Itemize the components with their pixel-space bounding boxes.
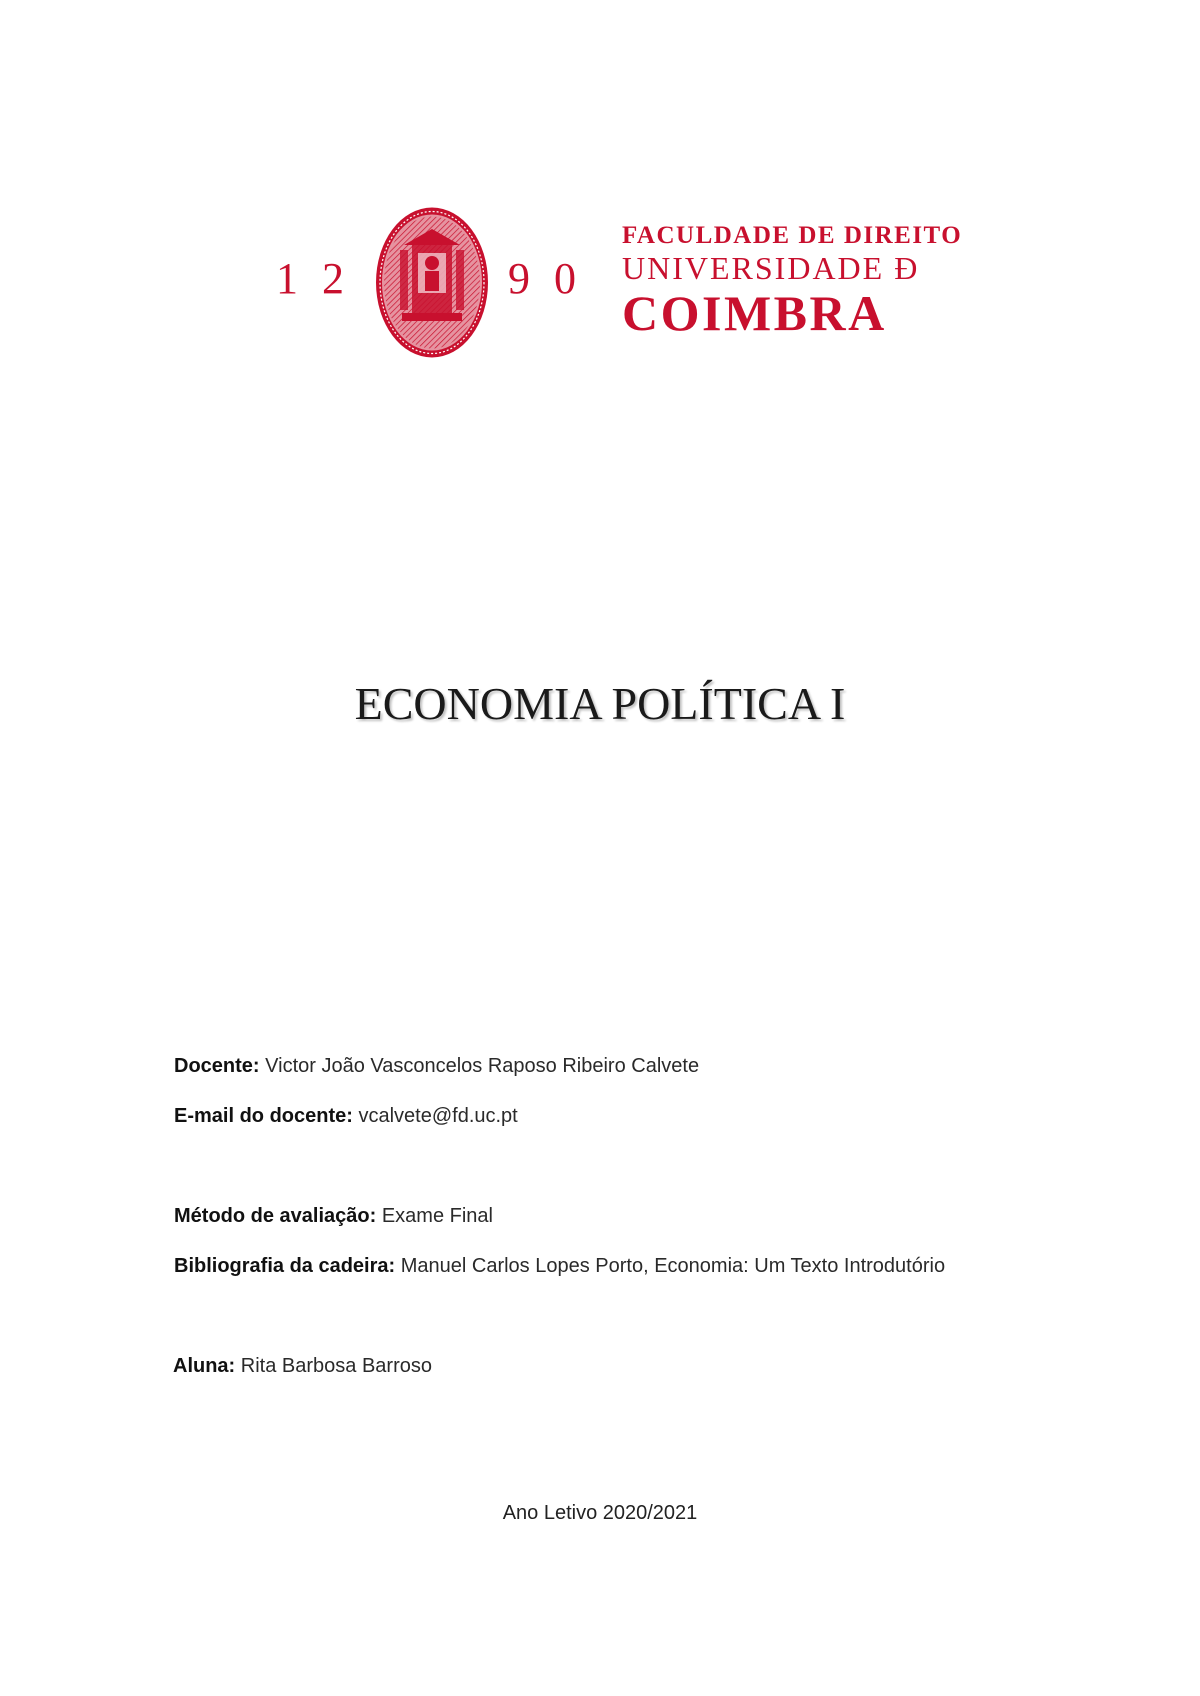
email-line <box>174 1103 518 1129</box>
docente-label: Docente: <box>174 1055 260 1077</box>
metodo-label: Método de avaliação: <box>174 1205 377 1227</box>
email-label: E-mail do docente: <box>174 1105 353 1127</box>
metodo-line <box>174 1203 493 1229</box>
aluna-line <box>173 1353 432 1379</box>
docente-value: Victor João Vasconcelos Raposo Ribeiro Calvete <box>265 1055 700 1077</box>
faculty-name: FACULDADE DE DIREITO <box>622 222 963 249</box>
university-name: UNIVERSIDADE Ð <box>622 250 920 286</box>
year-digit: 0 <box>554 254 576 303</box>
document-title: ECONOMIA POLÍTICA I <box>354 678 846 729</box>
email-value: vcalvete@fd.uc.pt <box>358 1105 518 1127</box>
university-seal-icon <box>374 205 490 360</box>
faculty-wordmark <box>622 222 963 341</box>
city-name: COIMBRA <box>622 285 887 341</box>
academic-year: Ano Letivo 2020/2021 <box>502 1502 698 1524</box>
aluna-label: Aluna: <box>173 1355 236 1377</box>
year-digit: 9 <box>508 254 530 303</box>
bibliografia-label: Bibliografia da cadeira: <box>174 1255 396 1277</box>
faculty-logo <box>270 205 963 360</box>
year-digit: 2 <box>322 254 344 303</box>
metodo-value: Exame Final <box>381 1205 493 1227</box>
aluna-value: Rita Barbosa Barroso <box>240 1355 432 1377</box>
year-digit: 1 <box>276 254 298 303</box>
bibliografia-value: Manuel Carlos Lopes Porto, Economia: Um Texto Introdutório <box>400 1255 946 1277</box>
docente-line <box>174 1053 699 1079</box>
bibliografia-line <box>174 1253 945 1279</box>
